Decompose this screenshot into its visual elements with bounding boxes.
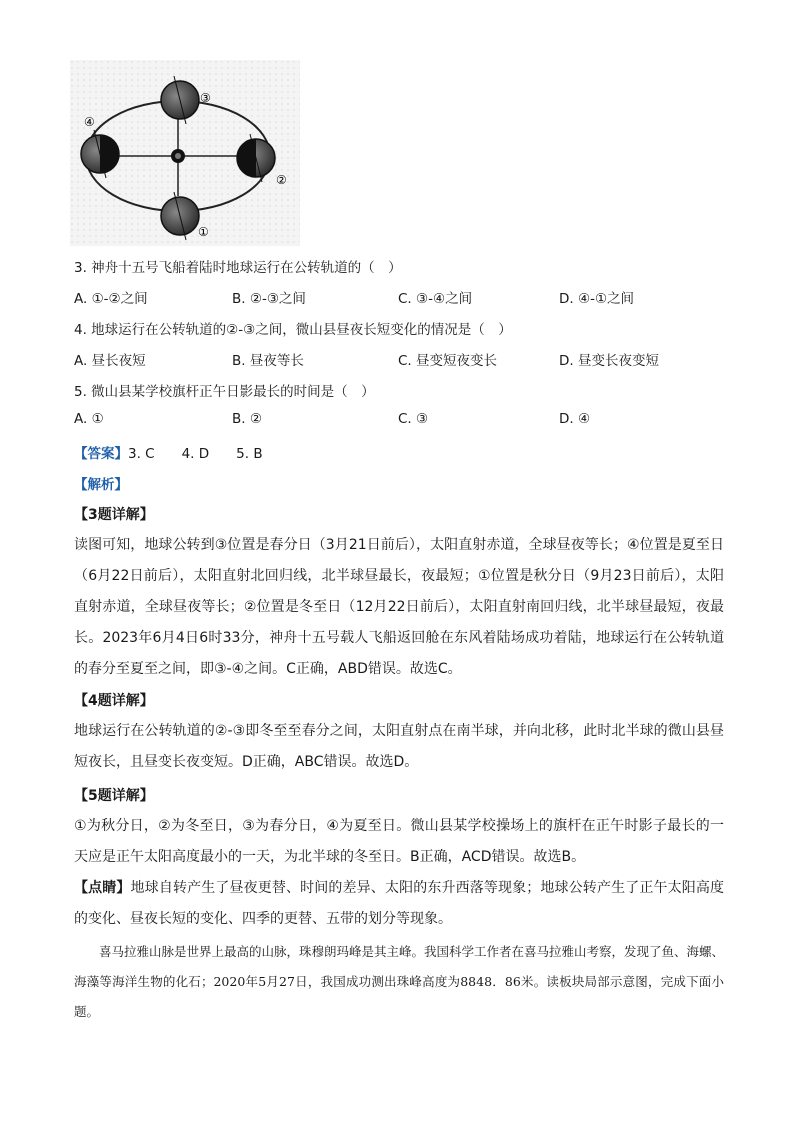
next-question-intro: 喜马拉雅山脉是世界上最高的山脉，珠穆朗玛峰是其主峰。我国科学工作者在喜马拉雅山考察，发现了鱼、海螺、海藻等海洋生物的化石；2020年5月27日，我国成功测出珠峰高度为8848．86米。读板块局部示意图，完成下面小题。: [74, 944, 725, 1019]
detail-5-text: ①为秋分日，②为冬至日，③为春分日，④为夏至日。微山县某学校操场上的旗杆在正午时影子最长的一天应是正午太阳高度最小的一天，为北半球的冬至日。B正确，ACD错误。故选B。: [74, 818, 724, 865]
q5-option-d[interactable]: D. ④: [559, 411, 591, 427]
detail-4-text: 地球运行在公转轨道的②-③即冬至至春分之间，太阳直射点在南半球，并向北移，此时北半球的微山县昼短夜长，且昼变长夜变短。D正确，ABC错误。故选D。: [74, 723, 724, 770]
q4-option-c[interactable]: C. 昼变短夜变长: [398, 353, 498, 369]
analysis-line: [74, 473, 128, 493]
q5-option-b[interactable]: B. ②: [232, 411, 262, 427]
answer-values: 3. C 4. D 5. B: [128, 446, 263, 462]
detail-3-title: 【3题详解】: [74, 507, 154, 523]
point-block: [74, 873, 724, 935]
q5-option-a[interactable]: A. ①: [74, 411, 104, 427]
answer-line: [74, 442, 263, 462]
question-3-stem: 3. 神舟十五号飞船着陆时地球运行在公转轨道的（ ）: [74, 260, 402, 276]
detail-4-title: 【4题详解】: [74, 693, 154, 709]
q4-option-b[interactable]: B. 昼夜等长: [232, 353, 304, 369]
answer-tag: 【答案】: [74, 446, 128, 462]
label-3: ③: [200, 91, 211, 105]
analysis-tag: 【解析】: [74, 477, 128, 493]
q3-option-a[interactable]: A. ①-②之间: [74, 291, 148, 307]
detail-3-text: 读图可知，地球公转到③位置是春分日（3月21日前后），太阳直射赤道，全球昼夜等长；④位置是夏至日（6月22日前后），太阳直射北回归线，北半球昼最长，夜最短；①位置是秋分日（9月23日前后），太阳直射赤道，全球昼夜等长；②位置是冬至日（12月22日前后），太阳直射南回归线，北半球昼最短，夜最长。2023年6月4日6时33分，神舟十五号载人飞船返回舱在东风着陆场成功着陆，地球运行在公转轨道的春分至夏至之间，即③-④之间。C正确，ABD错误。故选C。: [74, 537, 724, 677]
q5-option-c[interactable]: C. ③: [398, 411, 429, 427]
label-2: ②: [276, 173, 287, 187]
q4-option-d[interactable]: D. 昼变长夜变短: [559, 353, 659, 369]
point-text: 地球自转产生了昼夜更替、时间的差异、太阳的东升西落等现象；地球公转产生了正午太阳高度的变化、昼夜长短的变化、四季的更替、五带的划分等现象。: [74, 880, 725, 927]
question-5-stem: 5. 微山县某学校旗杆正午日影最长的时间是（ ）: [74, 384, 375, 400]
detail-5-title: 【5题详解】: [74, 788, 154, 804]
q3-option-b[interactable]: B. ②-③之间: [232, 291, 306, 307]
q3-option-d[interactable]: D. ④-①之间: [559, 291, 635, 307]
label-4: ④: [84, 115, 95, 129]
earth-orbit-diagram: [70, 60, 300, 246]
q4-option-a[interactable]: A. 昼长夜短: [74, 353, 146, 369]
question-4-stem: 4. 地球运行在公转轨道的②-③之间，微山县昼夜长短变化的情况是（ ）: [74, 322, 512, 338]
label-1: ①: [198, 225, 209, 239]
q3-option-c[interactable]: C. ③-④之间: [398, 291, 473, 307]
point-tag: 【点睛】: [74, 880, 131, 896]
